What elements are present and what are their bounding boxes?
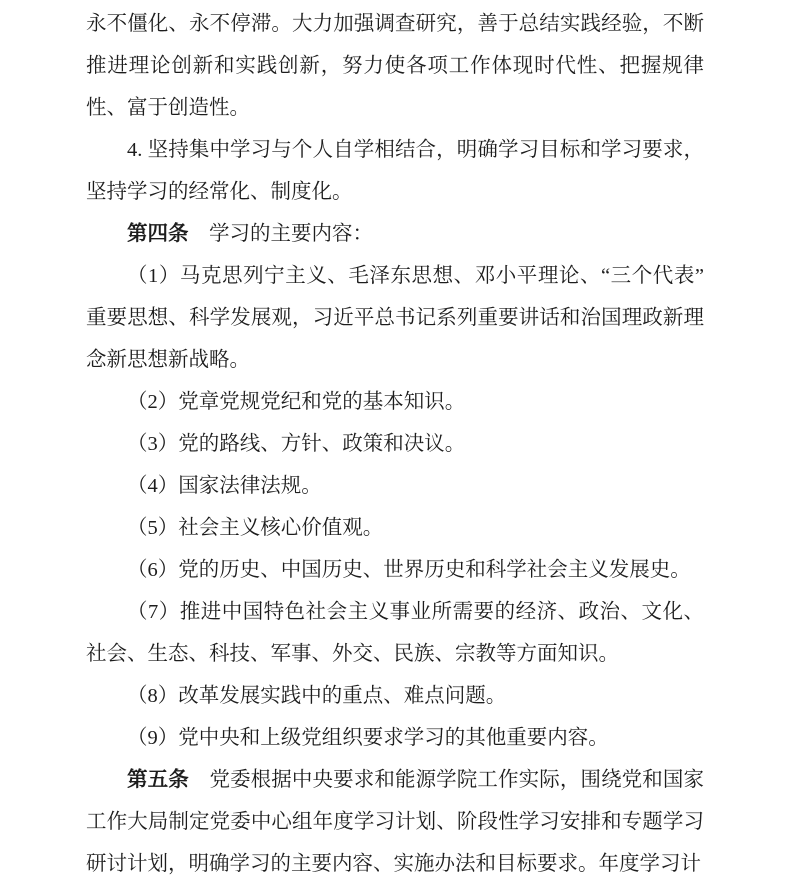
- paragraph: [86, 717, 704, 759]
- paragraph-text: （2）党章党规党纪和党的基本知识。: [127, 391, 466, 413]
- paragraph-text: （9）党中央和上级党组织要求学习的其他重要内容。: [127, 727, 609, 749]
- paragraph-text: 学习的主要内容：: [188, 223, 373, 245]
- paragraph: [86, 423, 704, 465]
- paragraph-text: （1）马克思列宁主义、毛泽东思想、邓小平理论、“三个代表”重要思想、科学发展观，习近平总书记系列重要讲话和治国理政新理念新思想新战略。: [86, 265, 704, 371]
- article-number-bold: 第四条: [127, 223, 189, 245]
- paragraph-text: （5）社会主义核心价值观。: [127, 517, 384, 539]
- paragraph-text: （6）党的历史、中国历史、世界历史和科学社会主义发展史。: [127, 559, 691, 581]
- paragraph-text: （4）国家法律法规。: [127, 475, 322, 497]
- paragraph-text: 4. 坚持集中学习与个人自学相结合，明确学习目标和学习要求，坚持学习的经常化、制度化。: [86, 139, 704, 203]
- paragraph: [86, 213, 704, 255]
- paragraph: [86, 507, 704, 549]
- paragraph-text: （3）党的路线、方针、政策和决议。: [127, 433, 466, 455]
- paragraph-text: （7）推进中国特色社会主义事业所需要的经济、政治、文化、社会、生态、科技、军事、外交、民族、宗教等方面知识。: [86, 601, 704, 665]
- document-body: [86, 3, 704, 885]
- paragraph: [86, 675, 704, 717]
- article-number-bold: 第五条: [127, 769, 189, 791]
- paragraph: [86, 759, 704, 885]
- paragraph: [86, 255, 704, 381]
- paragraph: [86, 465, 704, 507]
- paragraph: [86, 591, 704, 675]
- paragraph: [86, 381, 704, 423]
- paragraph-text: （8）改革发展实践中的重点、难点问题。: [127, 685, 507, 707]
- paragraph: [86, 549, 704, 591]
- paragraph-text: 永不僵化、永不停滞。大力加强调查研究，善于总结实践经验，不断推进理论创新和实践创新，努力使各项工作体现时代性、把握规律性、富于创造性。: [86, 13, 704, 119]
- paragraph: [86, 129, 704, 213]
- paragraph-text: 党委根据中央要求和能源学院工作实际，围绕党和国家工作大局制定党委中心组年度学习计划、阶段性学习安排和专题学习研讨计划，明确学习的主要内容、实施办法和目标要求。年度学习计: [86, 769, 705, 875]
- paragraph: [86, 3, 704, 129]
